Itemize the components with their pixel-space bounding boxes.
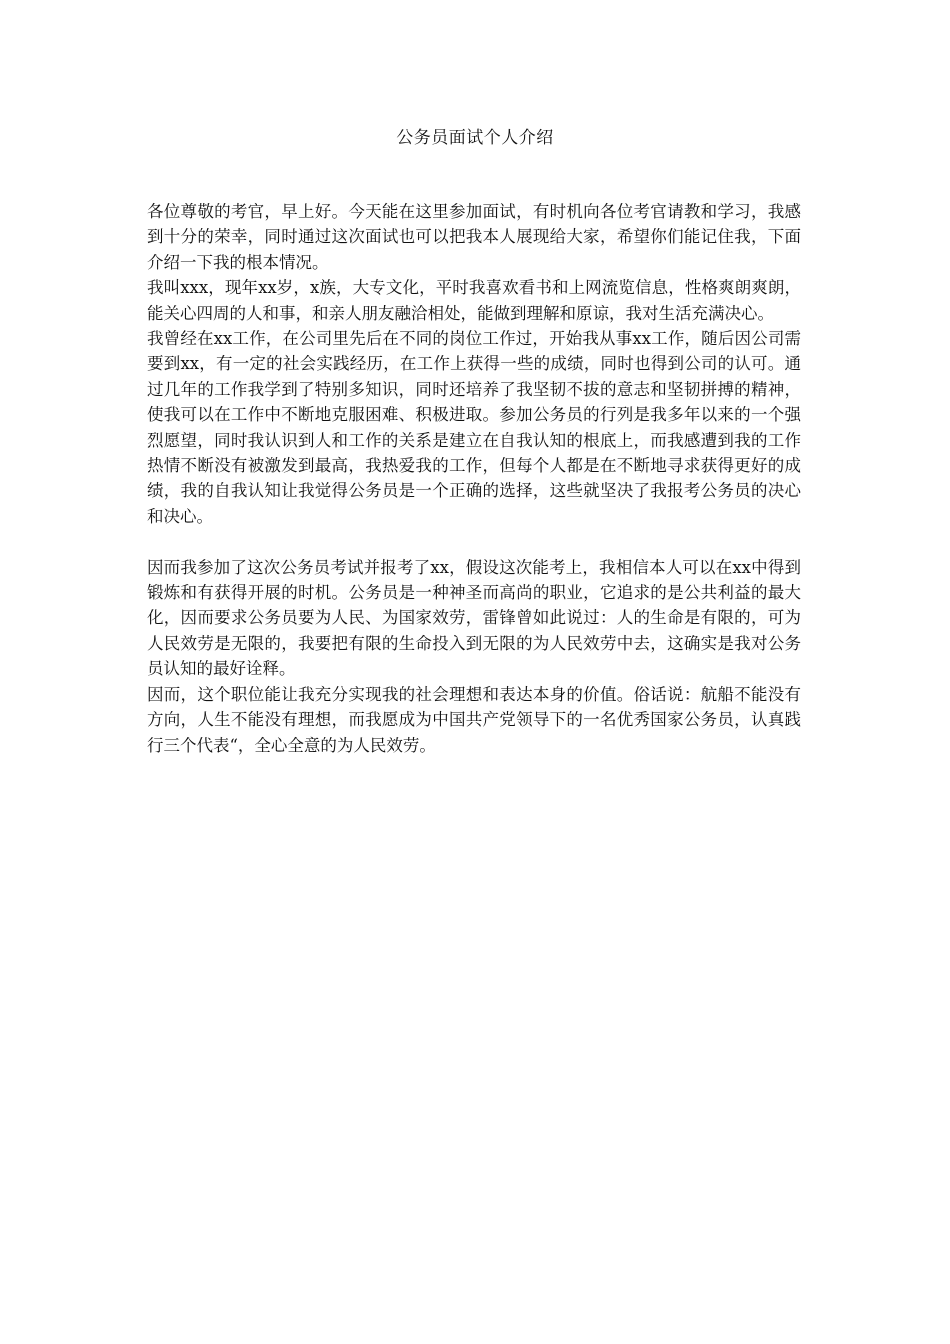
paragraph-spacer <box>147 529 801 554</box>
paragraph-greeting: 各位尊敬的考官，早上好。今天能在这里参加面试，有时机向各位考官请教和学习，我感到十分的荣幸，同时通过这次面试也可以把我本人展现给大家，希望你们能记住我，下面介绍一下我的根本情况。 <box>147 202 801 272</box>
paragraph-work-experience: 我曾经在xx工作，在公司里先后在不同的岗位工作过，开始我从事xx工作，随后因公司需要到xx，有一定的社会实践经历，在工作上获得一些的成绩，同时也得到公司的认可。通过几年的工作我学到了特别多知识，同时还培养了我坚韧不拔的意志和坚韧拼搏的精神，使我可以在工作中不断地克服困难、积极进取。参加公务员的行列是我多年以来的一个强烈愿望，同时我认识到人和工作的关系是建立在自我认知的根底上，而我感遭到我的工作热情不断没有被激发到最高，我热爱我的工作，但每个人都是在不断地寻求获得更好的成绩，我的自我认知让我觉得公务员是一个正确的选择，这些就坚决了我报考公务员的决心和决心。 <box>147 329 801 526</box>
paragraph-conclusion: 因而，这个职位能让我充分实现我的社会理想和表达本身的价值。俗话说：航船不能没有方向，人生不能没有理想，而我愿成为中国共产党领导下的一名优秀国家公务员，认真践行三个代表“，全心全意的为人民效劳。 <box>147 684 801 755</box>
paragraph-exam-motivation: 因而我参加了这次公务员考试并报考了xx，假设这次能考上，我相信本人可以在xx中得到锻炼和有获得开展的时机。公务员是一种神圣而高尚的职业，它追求的是公共利益的最大化，因而要求公务员要为人民、为国家效劳，雷锋曾如此说过：人的生命是有限的，可为人民效劳是无限的，我要把有限的生命投入到无限的为人民效劳中去，这确实是我对公务员认知的最好诠释。 <box>147 557 801 679</box>
document-body <box>147 199 801 758</box>
paragraph-basic-info: 我叫xxx，现年xx岁，x族，大专文化，平时我喜欢看书和上网流览信息，性格爽朗爽朗，能关心四周的人和事，和亲人朋友融洽相处，能做到理解和原谅，我对生活充满决心。 <box>147 278 801 323</box>
document-title: 公务员面试个人介绍 <box>396 128 554 148</box>
